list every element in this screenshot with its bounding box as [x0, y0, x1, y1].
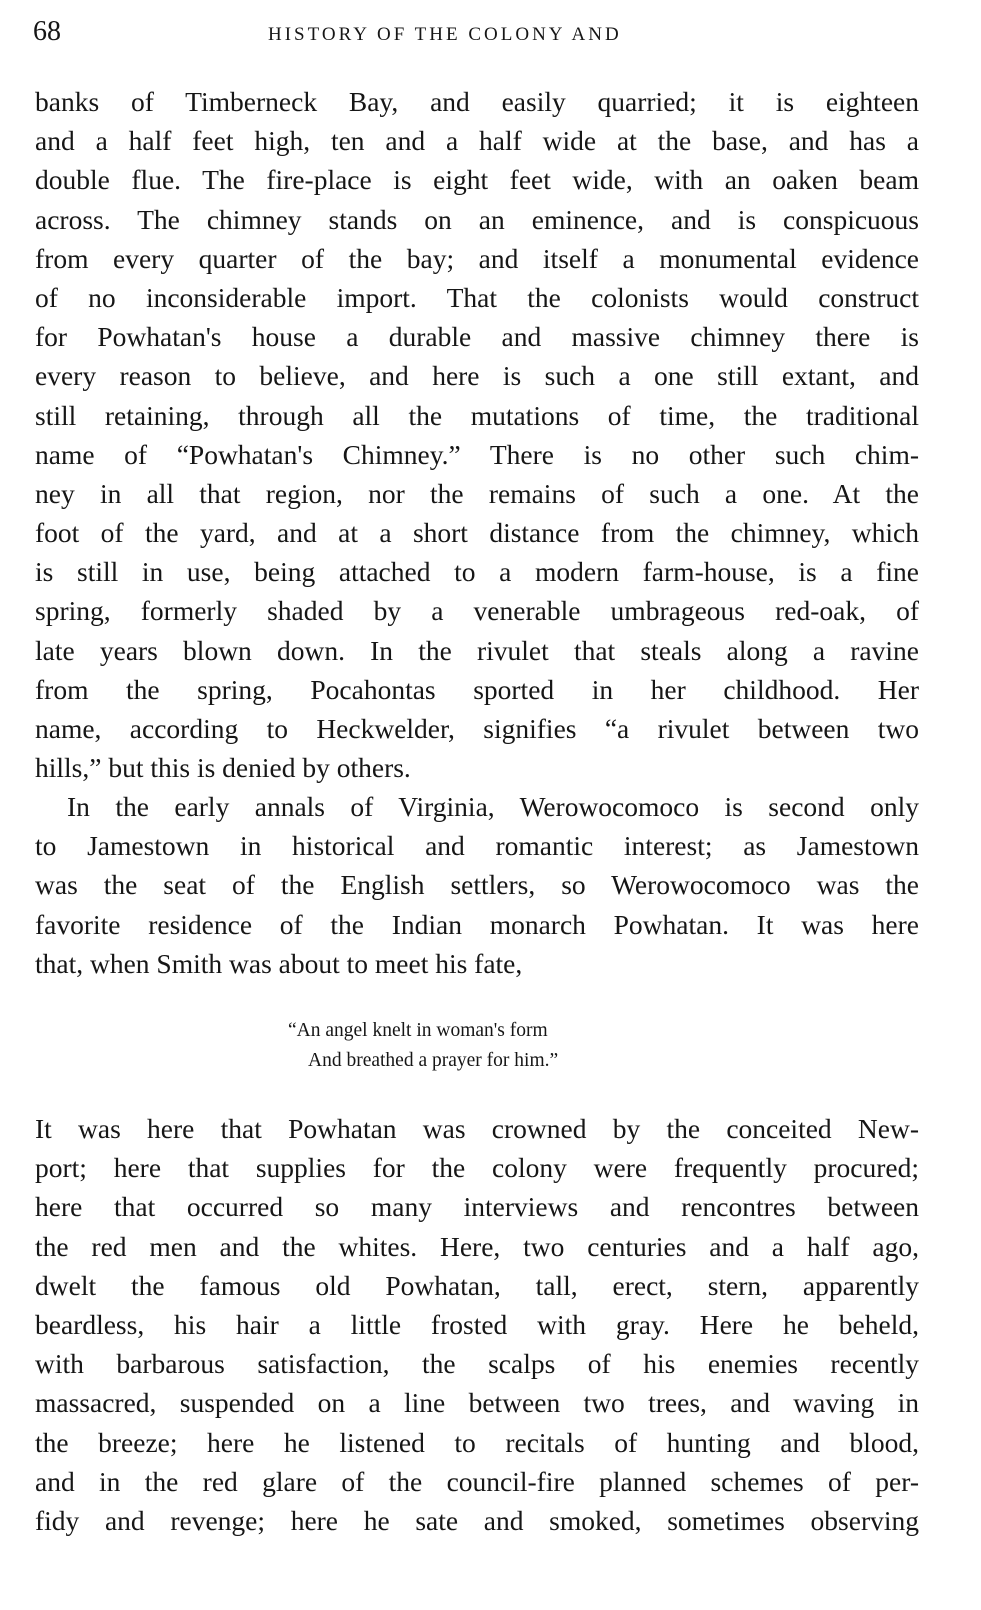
text-line: is still in use, being attached to a modern farm-house, is a fine	[35, 556, 919, 588]
page-number: 68	[33, 16, 61, 47]
text-line: hills,” but this is denied by others.	[35, 752, 411, 784]
text-line: favorite residence of the Indian monarch Powhatan. It was here	[35, 908, 919, 940]
text-line: still retaining, through all the mutations of time, the traditional	[35, 399, 919, 431]
verse-quotation	[288, 1016, 708, 1076]
text-line: double flue. The fire-place is eight feet wide, with an oaken beam	[35, 164, 919, 196]
text-line: It was here that Powhatan was crowned by the conceited New-	[35, 1113, 919, 1144]
text-line: the breeze; here he listened to recitals of hunting and blood,	[35, 1426, 919, 1458]
text-line: port; here that supplies for the colony were frequently procured;	[35, 1152, 919, 1184]
text-line: name, according to Heckwelder, signifies “a rivulet between two	[35, 713, 919, 744]
text-line: late years blown down. In the rivulet that steals along a ravine	[35, 634, 919, 666]
text-line: was the seat of the English settlers, so Werowocomoco was the	[35, 869, 919, 901]
text-line: and in the red glare of the council-fire planned schemes of per-	[35, 1465, 919, 1497]
text-line: with barbarous satisfaction, the scalps of his enemies recently	[35, 1348, 919, 1380]
verse-line: And breathed a prayer for him.”	[308, 1050, 559, 1071]
text-line: of no inconsiderable import. That the colonists would construct	[35, 281, 919, 313]
text-line: from every quarter of the bay; and itself a monumental evidence	[35, 242, 919, 274]
running-head	[33, 14, 933, 50]
text-line: and a half feet high, ten and a half wide at the base, and has a	[35, 125, 919, 157]
text-line: for Powhatan's house a durable and massive chimney there is	[35, 321, 919, 353]
paragraph-3	[35, 1109, 919, 1540]
text-line: to Jamestown in historical and romantic interest; as Jamestown	[35, 830, 919, 862]
text-line: ney in all that region, nor the remains of such a one. At the	[35, 477, 919, 509]
text-line: beardless, his hair a little frosted with gray. Here he beheld,	[35, 1308, 919, 1340]
text-line: across. The chimney stands on an eminence, and is conspicuous	[35, 203, 919, 235]
text-line: spring, formerly shaded by a venerable umbrageous red-oak, of	[35, 595, 919, 627]
text-line: every reason to believe, and here is such a one still extant, and	[35, 360, 919, 392]
running-head-title: HISTORY OF THE COLONY AND	[268, 24, 622, 45]
text-line: the red men and the whites. Here, two centuries and a half ago,	[35, 1230, 919, 1262]
paragraph-1	[35, 82, 919, 787]
verse-line: “An angel knelt in woman's form	[288, 1020, 548, 1041]
paragraph-2	[35, 787, 919, 983]
text-line: here that occurred so many interviews and rencontres between	[35, 1191, 919, 1223]
text-line: that, when Smith was about to meet his fate,	[35, 947, 523, 979]
text-line: In the early annals of Virginia, Werowocomoco is second only	[67, 791, 919, 822]
text-line: banks of Timberneck Bay, and easily quarried; it is eighteen	[35, 86, 919, 117]
text-line: foot of the yard, and at a short distance from the chimney, which	[35, 517, 919, 549]
text-line: name of “Powhatan's Chimney.” There is no other such chim-	[35, 438, 919, 470]
text-line: dwelt the famous old Powhatan, tall, erect, stern, apparently	[35, 1269, 919, 1301]
text-line: massacred, suspended on a line between two trees, and waving in	[35, 1387, 919, 1419]
text-line: from the spring, Pocahontas sported in her childhood. Her	[35, 673, 919, 705]
text-line: fidy and revenge; here he sate and smoked, sometimes observing	[35, 1504, 919, 1536]
